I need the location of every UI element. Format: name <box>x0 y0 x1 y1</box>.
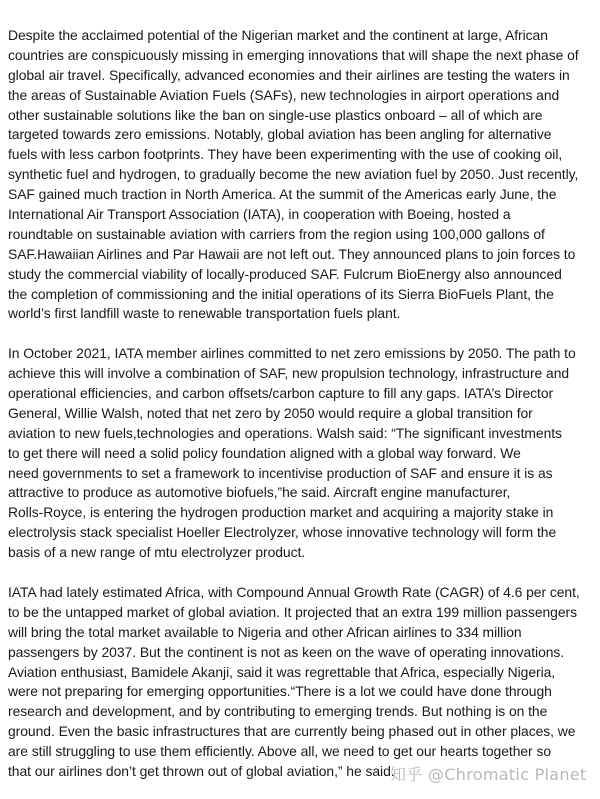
text-line: other sustainable solutions like the ban on single-use plastics onboard – all of which are <box>8 106 543 123</box>
text-line: targeted towards zero emissions. Notably, global aviation has been angling for alternative <box>8 126 552 143</box>
text-line: roundtable on sustainable aviation with carriers from the region using 100,000 gallons of <box>8 225 545 242</box>
text-line: that our airlines don’t get thrown out of global aviation,” he said. <box>8 762 395 779</box>
text-line: ground. Even the basic infrastructures that are currently being phased out in other places, we <box>8 723 576 740</box>
text-line: achieve this will involve a combination of SAF, new propulsion technology, infrastructure and <box>8 365 570 382</box>
text-line: the areas of Sustainable Aviation Fuels (SAFs), new technologies in airport operations and <box>8 86 560 103</box>
text-line: aviation to new fuels,technologies and operations. Walsh said: “The significant investments <box>8 424 562 441</box>
text-line: need governments to set a framework to incentivise production of SAF and ensure it is as <box>8 464 553 481</box>
text-line: countries are conspicuously missing in emerging innovations that will shape the next phase of <box>8 46 579 63</box>
article-body <box>8 26 598 782</box>
text-line: SAF gained much traction in North America. At the summit of the Americas early June, the <box>8 186 557 203</box>
text-line: were not preparing for emerging opportunities.“There is a lot we could have done through <box>8 683 552 700</box>
text-line: to get there will need a solid policy foundation aligned with a global way forward. We <box>8 444 521 461</box>
text-line: SAF.Hawaiian Airlines and Par Hawaii are not left out. They announced plans to join forces to <box>8 245 576 262</box>
text-line: synthetic fuel and hydrogen, to gradually become the new aviation fuel by 2050. Just recently, <box>8 166 579 183</box>
text-line: world’s first landfill waste to renewable transportation fuels plant. <box>8 305 401 322</box>
text-line: research and development, and by contributing to emerging trends. But nothing is on the <box>8 703 548 720</box>
text-line: In October 2021, IATA member airlines committed to net zero emissions by 2050. The path to <box>8 345 576 362</box>
text-line: International Air Transport Association (IATA), in cooperation with Boeing, hosted a <box>8 206 511 223</box>
text-line: passengers by 2037. But the continent is not as keen on the wave of operating innovations. <box>8 643 565 660</box>
text-line: Aviation enthusiast, Bamidele Akanji, said it was regrettable that Africa, especially Nigeria, <box>8 663 556 680</box>
paragraph-2 <box>8 344 598 563</box>
text-line: electrolysis stack specialist Hoeller Electrolyzer, whose innovative technology will form the <box>8 524 557 541</box>
text-line: study the commercial viability of locally-produced SAF. Fulcrum BioEnergy also announced <box>8 265 562 282</box>
text-line: Rolls-Royce, is entering the hydrogen production market and acquiring a majority stake in <box>8 504 554 521</box>
paragraph-3 <box>8 583 598 782</box>
paragraph-1 <box>8 26 598 324</box>
text-line: operational efficiencies, and carbon offsets/carbon capture to fill any gaps. IATA’s Director <box>8 385 554 402</box>
text-line: will bring the total market available to Nigeria and other African airlines to 334 million <box>8 623 522 640</box>
text-line: IATA had lately estimated Africa, with Compound Annual Growth Rate (CAGR) of 4.6 per cent, <box>8 583 580 600</box>
text-line: basis of a new range of mtu electrolyzer product. <box>8 544 306 561</box>
text-line: to be the untapped market of global aviation. It projected that an extra 199 million passengers <box>8 603 577 620</box>
text-line: attractive to produce as automotive biofuels,”he said. Aircraft engine manufacturer, <box>8 484 511 501</box>
watermark: 知乎 @Chromatic Planet <box>390 765 587 784</box>
text-line: General, Willie Walsh, noted that net zero by 2050 would require a global transition for <box>8 404 533 421</box>
text-line: Despite the acclaimed potential of the Nigerian market and the continent at large, African <box>8 27 548 43</box>
text-line: the completion of commissioning and the initial operations of its Sierra BioFuels Plant, the <box>8 285 554 302</box>
text-line: global air travel. Specifically, advanced economies and their airlines are testing the waters in <box>8 66 570 83</box>
text-line: are still struggling to use them efficiently. Above all, we need to get our hearts together so <box>8 743 552 760</box>
text-line: fuels with less carbon footprints. They have been experimenting with the use of cooking oil, <box>8 146 563 163</box>
